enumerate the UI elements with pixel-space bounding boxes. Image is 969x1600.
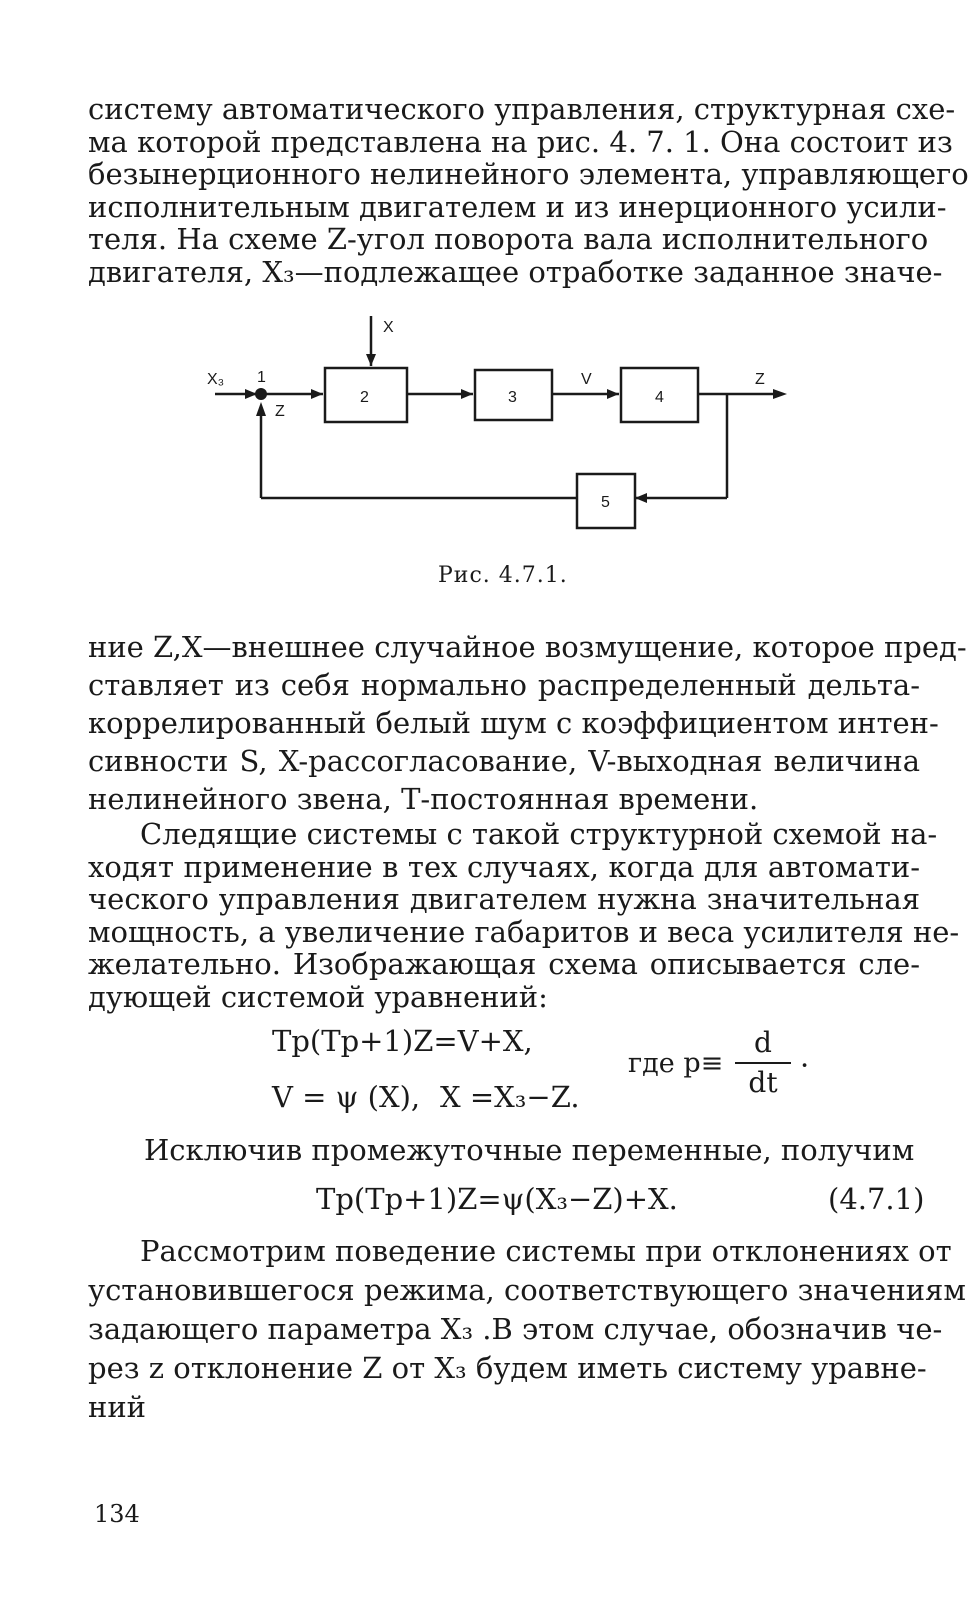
text-line: ходят применение в тех случаях, когда для автомати- bbox=[88, 849, 920, 884]
text-line: систему автоматического управления, структурная схе- bbox=[88, 92, 956, 126]
text-line: ческого управления двигателем нужна значительная bbox=[88, 882, 920, 916]
main-equation: Тр(Тр+1)Z=ψ(X₃−Z)+X. bbox=[316, 1182, 678, 1216]
block-5-label: 5 bbox=[601, 494, 610, 511]
text-line: теля. На схеме Z-угол поворота вала исполнительного bbox=[88, 222, 929, 256]
text-line: желательно. Изображающая схема описывается сле- bbox=[88, 947, 920, 981]
text-line: двигателя, X₃—подлежащее отработке заданное значе- bbox=[88, 254, 943, 289]
text-line: дующей системой уравнений: bbox=[88, 979, 548, 1014]
text-line: ставляет из себя нормально распределенный дельта- bbox=[88, 668, 920, 702]
page-number: 134 bbox=[94, 1500, 140, 1528]
label-disturbance: X bbox=[383, 319, 394, 336]
block-diagram bbox=[195, 312, 805, 544]
label-output: Z bbox=[755, 371, 765, 388]
label-input: X₃ bbox=[207, 371, 225, 388]
fraction-d-dt bbox=[735, 1026, 791, 1100]
fraction-bar bbox=[735, 1062, 791, 1064]
summing-node bbox=[255, 388, 267, 400]
block-4-label: 4 bbox=[655, 389, 664, 406]
text-line: ние Z,X—внешнее случайное возмущение, которое пред- bbox=[88, 630, 967, 664]
fraction-numerator: d bbox=[754, 1026, 772, 1059]
equation-1: Тр(Тр+1)Z=V+X, bbox=[272, 1024, 533, 1058]
equation-number: (4.7.1) bbox=[828, 1182, 925, 1216]
label-signal-v: V bbox=[581, 371, 592, 388]
text-line: задающего параметра X₃ .В этом случае, обозначив че- bbox=[88, 1312, 943, 1346]
block-3-label: 3 bbox=[508, 389, 517, 406]
block-2-label: 2 bbox=[360, 389, 369, 406]
fraction-denominator: dt bbox=[748, 1066, 778, 1099]
text-line: Следящие системы с такой структурной схемой на- bbox=[140, 817, 938, 851]
label-node: 1 bbox=[257, 369, 266, 386]
text-line: ма которой представлена на рис. 4. 7. 1. Она состоит из bbox=[88, 124, 953, 159]
text-line: Рассмотрим поведение системы при отклонениях от bbox=[140, 1234, 952, 1268]
text-line: безынерционного нелинейного элемента, управляющего bbox=[88, 157, 969, 191]
text-line: коррелированный белый шум с коэффициентом интен- bbox=[88, 706, 939, 740]
fraction-dot: · bbox=[800, 1048, 810, 1082]
where-clause: где p≡ bbox=[628, 1048, 724, 1079]
text-line: нелинейного звена, Т-постоянная времени. bbox=[88, 782, 759, 816]
text-line: исполнительным двигателем и из инерционного усили- bbox=[88, 189, 947, 224]
text-line: рез z отклонение Z от X₃ будем иметь систему уравне- bbox=[88, 1351, 927, 1385]
text-line: ний bbox=[88, 1390, 146, 1424]
label-feedback: Z bbox=[275, 403, 285, 420]
text-line: сивности S, X-рассогласование, V-выходная величина bbox=[88, 744, 920, 778]
paragraph-2 bbox=[88, 628, 967, 818]
figure-caption: Рис. 4.7.1. bbox=[438, 563, 568, 588]
text-line: установившегося режима, соответствующего значениям bbox=[88, 1273, 966, 1307]
equation-2-v: V = ψ (X), bbox=[272, 1080, 421, 1114]
paragraph-3 bbox=[88, 817, 960, 1014]
intro-line: Исключив промежуточные переменные, получим bbox=[144, 1133, 915, 1167]
text-line: мощность, а увеличение габаритов и веса усилителя не- bbox=[88, 914, 960, 949]
equation-2-x: X =X₃−Z. bbox=[440, 1080, 580, 1114]
paragraph-1 bbox=[88, 92, 969, 289]
paragraph-4 bbox=[88, 1232, 966, 1427]
